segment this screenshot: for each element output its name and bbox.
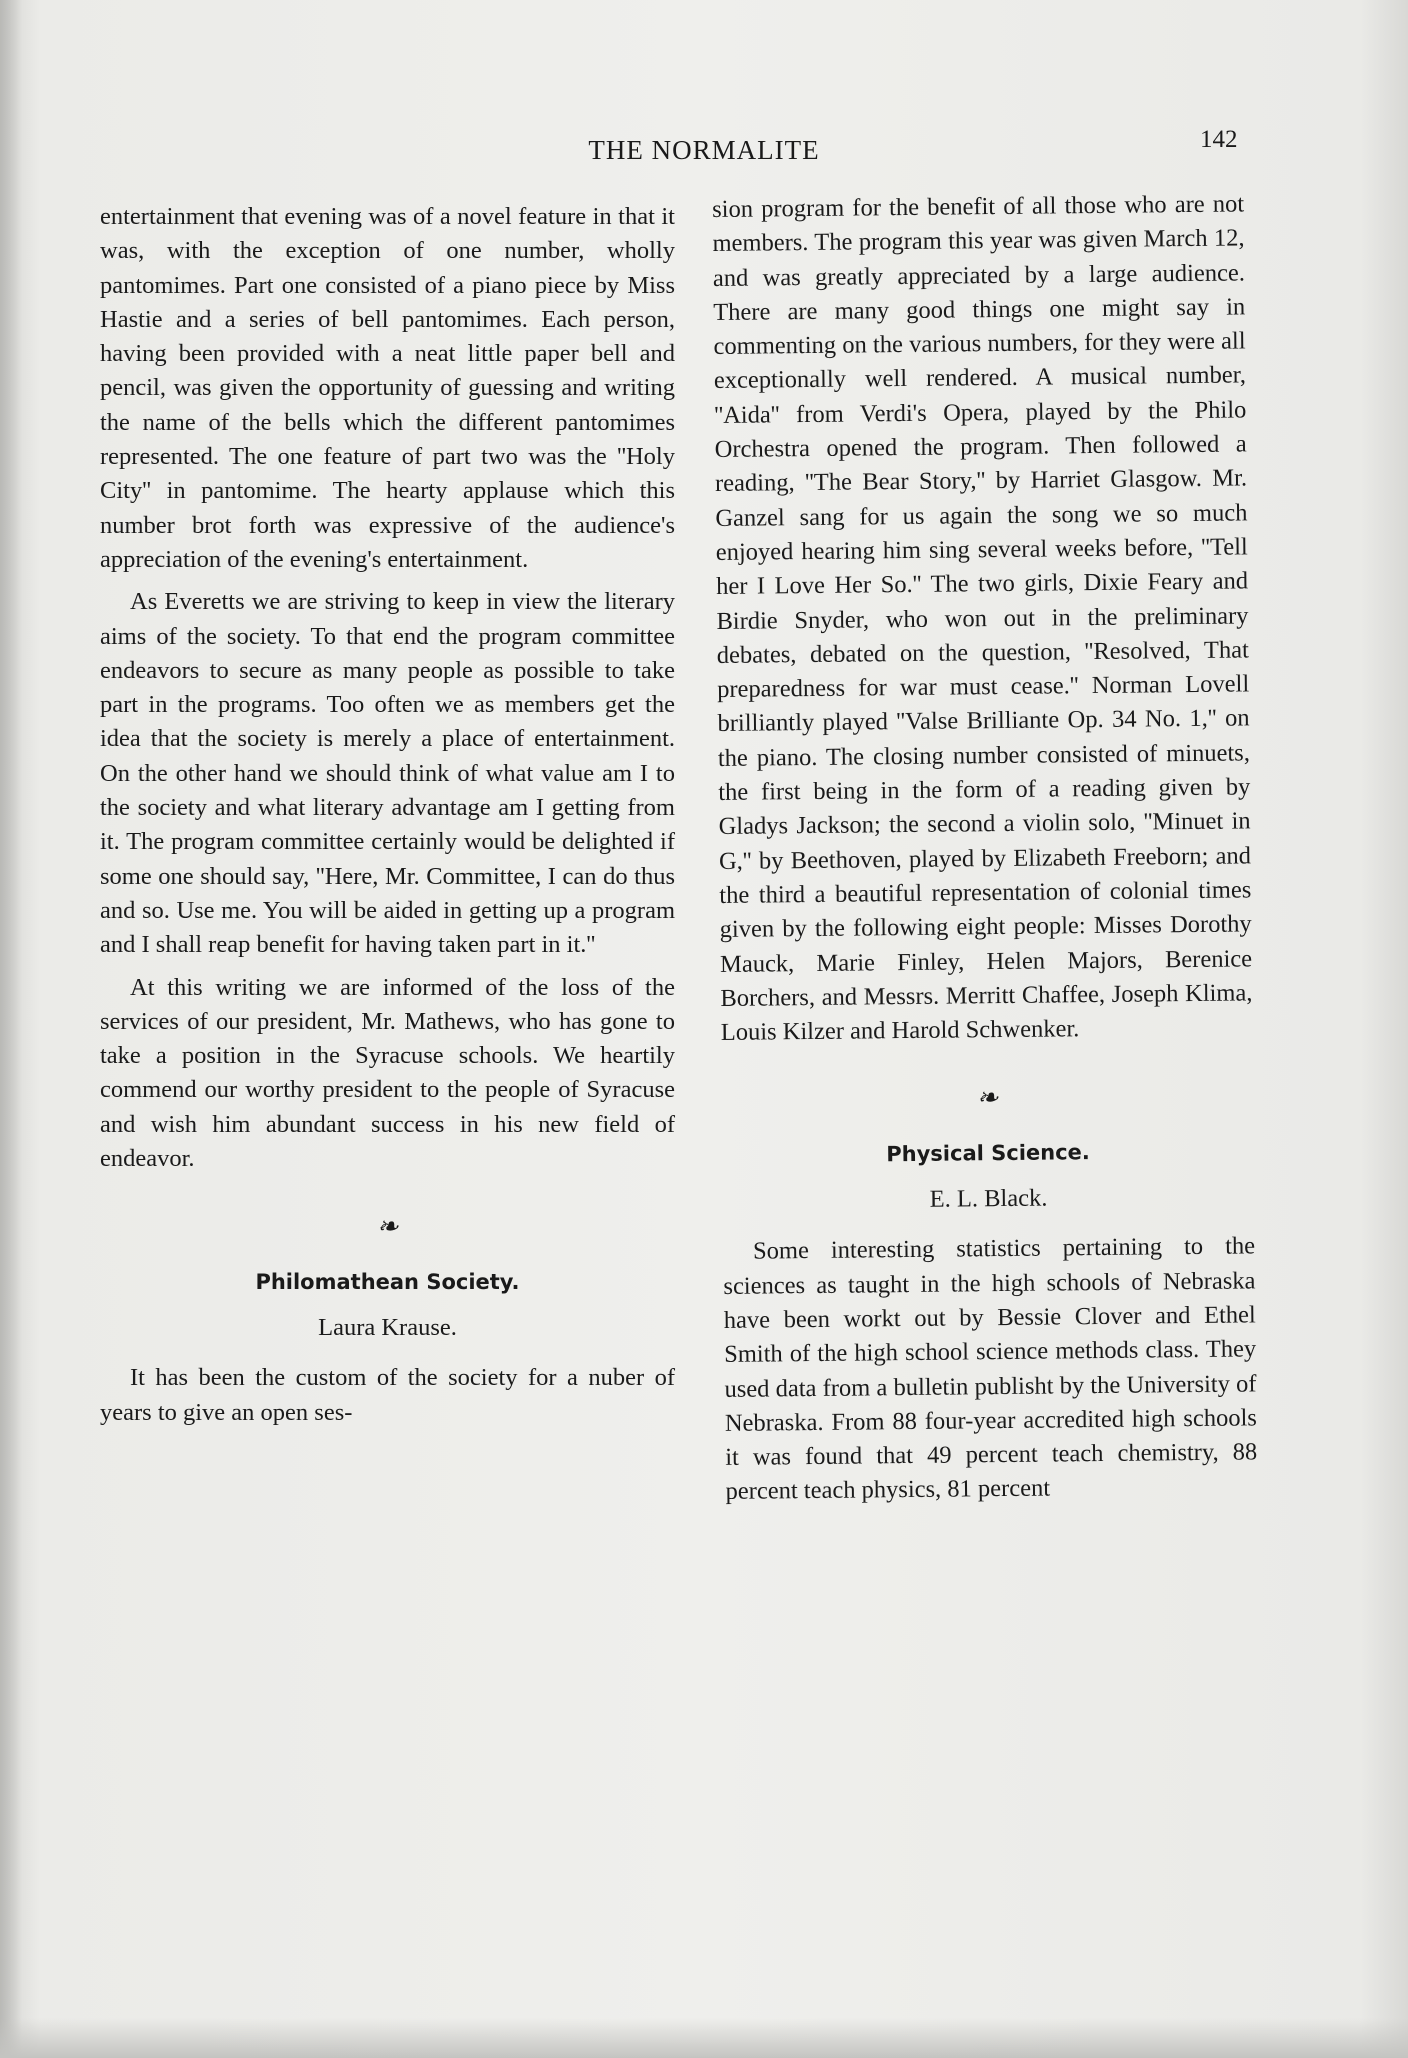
page-bottom-edge	[0, 2018, 1408, 2058]
paragraph: sion program for the benefit of all those who are not members. The program this year was given March 12, and was greatly appreciated by a large audience. There are many good things one might say in commenting on the various numbers, for they were all exceptionally well rendered. A musical number, ''Aida'' from Verdi's Opera, played by the Philo Orchestra opened the program. Then followed a reading, ''The Bear Story,'' by Harriet Glasgow. Mr. Ganzel sang for us again the song we so much enjoyed hearing him sing several weeks before, ''Tell her I Love Her So.'' The two girls, Dixie Feary and Birdie Snyder, who won out in the preliminary debates, debated on the question, ''Resolved, That preparedness for war must cease.'' Norman Lovell brilliantly played ''Valse Brilliante Op. 34 No. 1,'' on the piano. The closing number consisted of minuets, the first being in the form of a reading given by Gladys Jackson; the second a violin solo, ''Minuet in G,'' by Beethoven, played by Elizabeth Freeborn; and the third a beautiful representation of colonial times given by the following eight people: Misses Dorothy Mauck, Marie Finley, Helen Majors, Berenice Borchers, and Messrs. Merritt Chaffee, Joseph Klima, Louis Kilzer and Harold Schwenker.	[712, 190, 1253, 1047]
ornament-icon: ❧	[976, 1083, 999, 1113]
section-author: E. L. Black.	[929, 1184, 1048, 1213]
section-title: Philomathean Society.	[255, 1269, 520, 1294]
paragraph: As Everetts we are striving to keep in view the literary aims of the society. To that end the program committee endeavors to secure as many people as possible to take part in the programs. Too often we as members get the idea that the society is merely a place of entertainment. On the other hand we should think of what value am I to the society and what literary advantage am I getting from it. The program committee certainly would be delighted if some one should say, ''Here, Mr. Committee, I can do thus and so. Use me. You will be aided in getting up a program and I shall reap benefit for having taken part in it.''	[100, 588, 675, 959]
spine-shadow	[0, 0, 22, 2058]
paragraph: At this writing we are informed of the loss of the services of our president, Mr. Mathews, who has gone to take a position in the Syracuse schools. We heartily commend our worthy president to the people of Syracuse and wish him abundant success in his new field of endeavor.	[100, 973, 675, 1173]
left-column	[100, 200, 675, 1430]
section-title: Physical Science.	[886, 1139, 1090, 1166]
section-author: Laura Krause.	[318, 1313, 457, 1341]
running-head: THE NORMALITE	[588, 135, 820, 165]
page-number: 142	[1200, 126, 1238, 153]
paragraph: Some interesting statistics pertaining to the sciences as taught in the high schools of Nebraska have been workt out by Bessie Clover and Ethel Smith of the high school science methods class. They used data from a bulletin publisht by the University of Nebraska. From 88 four-year accredited high schools it was found that 49 percent teach chemistry, 88 percent teach physics, 81 percent	[723, 1232, 1258, 1506]
paragraph: It has been the custom of the society for a nuber of years to give an open ses-	[100, 1364, 675, 1426]
right-column	[712, 187, 1258, 1509]
ornament-icon: ❧	[376, 1212, 399, 1242]
paragraph: entertainment that evening was of a novel feature in that it was, with the exception of one number, wholly pantomimes. Part one consisted of a piano piece by Miss Hastie and a series of bell pantomimes. Each person, having been provided with a neat little paper bell and pencil, was given the opportunity of guessing and writing the name of the bells which the different pantomimes represented. The one feature of part two was the ''Holy City'' in pantomime. The hearty applause which this number brot forth was expressive of the audience's appreciation of the evening's entertainment.	[100, 203, 675, 573]
